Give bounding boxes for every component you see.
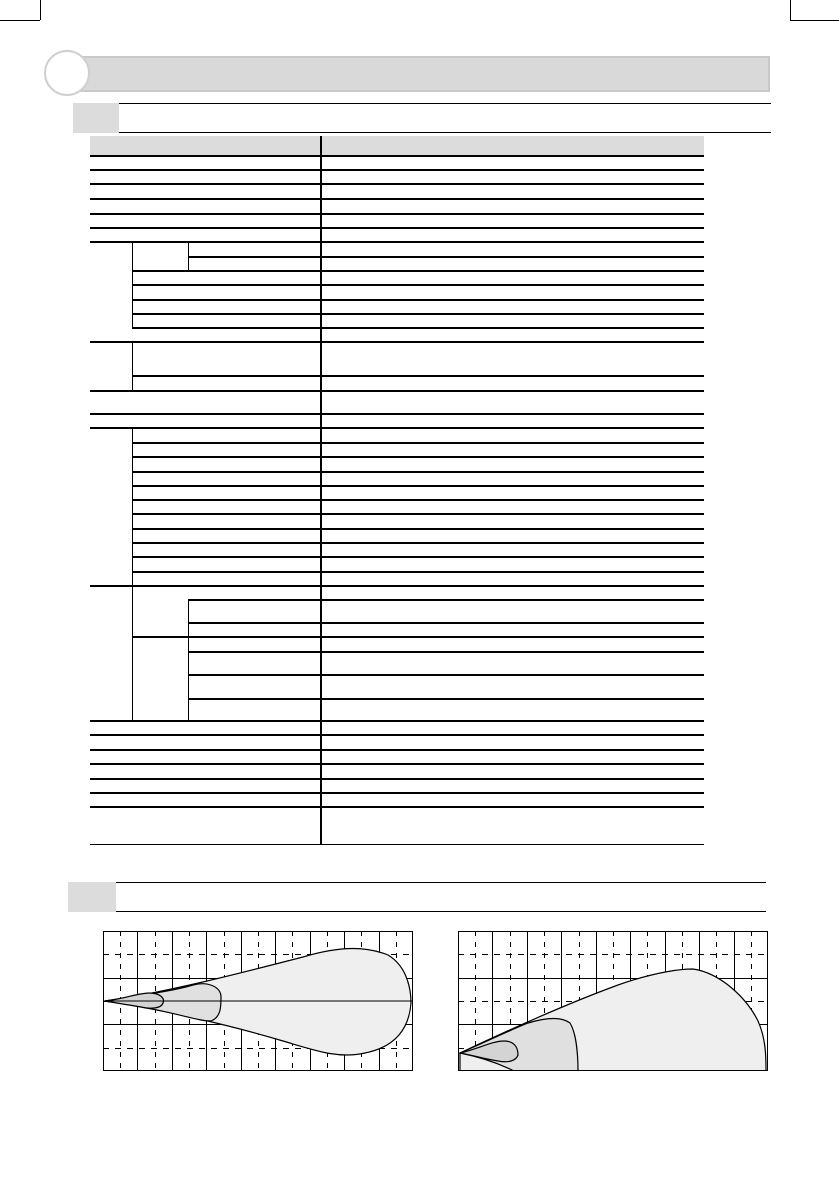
crop-mark-top-right-v [790, 0, 791, 20]
spec-row-rule [90, 585, 704, 587]
pattern-section-head [68, 882, 766, 912]
spec-table [90, 136, 704, 846]
spec-row-rule [132, 375, 704, 377]
spec-row-rule [90, 720, 704, 722]
spec-col-rule [188, 599, 189, 720]
spec-col-rule [132, 341, 133, 390]
spec-row-rule [90, 844, 704, 845]
spec-col-rule [188, 241, 189, 270]
spec-row-rule [132, 528, 704, 530]
spec-row-rule [90, 778, 704, 780]
spec-col-rule [132, 241, 133, 327]
crop-mark-top-right-h [790, 20, 839, 21]
spec-row-rule [132, 636, 704, 638]
spec-row-rule [90, 427, 704, 429]
spec-header-col2 [322, 136, 704, 155]
spec-row-rule [132, 270, 704, 272]
spec-row-rule [90, 155, 704, 157]
spec-row-rule [132, 499, 704, 501]
section-banner [60, 56, 770, 92]
spec-row-rule [90, 792, 704, 794]
pattern-chart-left [103, 931, 413, 1071]
spec-row-rule [90, 213, 704, 215]
spec-row-rule [90, 241, 704, 243]
spec-row-rule [188, 256, 704, 258]
spec-row-rule [132, 513, 704, 515]
pattern-chart-right [458, 931, 768, 1071]
spec-row-rule [132, 471, 704, 473]
spec-row-rule [188, 651, 704, 653]
section-number-badge [44, 50, 90, 96]
spec-row-rule [188, 599, 704, 601]
spec-row-rule [132, 299, 704, 301]
spec-row-rule [90, 183, 704, 185]
spec-row-rule [90, 749, 704, 751]
spec-section-tab [73, 103, 119, 133]
spec-section-head [73, 103, 771, 133]
spec-row-rule [188, 674, 704, 676]
spec-row-rule [132, 442, 704, 444]
spec-row-rule [188, 698, 704, 700]
spec-row-rule [132, 284, 704, 286]
spec-row-rule [188, 622, 704, 624]
spec-row-rule [132, 456, 704, 458]
spec-col-rule [320, 136, 322, 844]
crop-mark-top-left-v [40, 0, 41, 20]
spec-row-rule [132, 313, 704, 315]
spec-row-rule [90, 169, 704, 171]
spec-row-rule [90, 806, 704, 808]
spec-row-rule [90, 341, 704, 343]
spec-header-col1 [90, 136, 320, 155]
crop-mark-top-left-h [0, 20, 40, 21]
pattern-section-tab [68, 882, 116, 912]
spec-row-rule [132, 556, 704, 558]
spec-row-rule [90, 734, 704, 736]
spec-col-rule [132, 585, 133, 720]
spec-row-rule [132, 542, 704, 544]
spec-row-rule [90, 763, 704, 765]
spec-row-rule [132, 571, 704, 573]
spec-row-rule [90, 413, 704, 415]
spec-row-rule [132, 327, 704, 329]
spec-row-rule [90, 227, 704, 229]
spec-row-rule [132, 485, 704, 487]
spec-row-rule [90, 198, 704, 200]
spec-row-rule [90, 390, 704, 392]
